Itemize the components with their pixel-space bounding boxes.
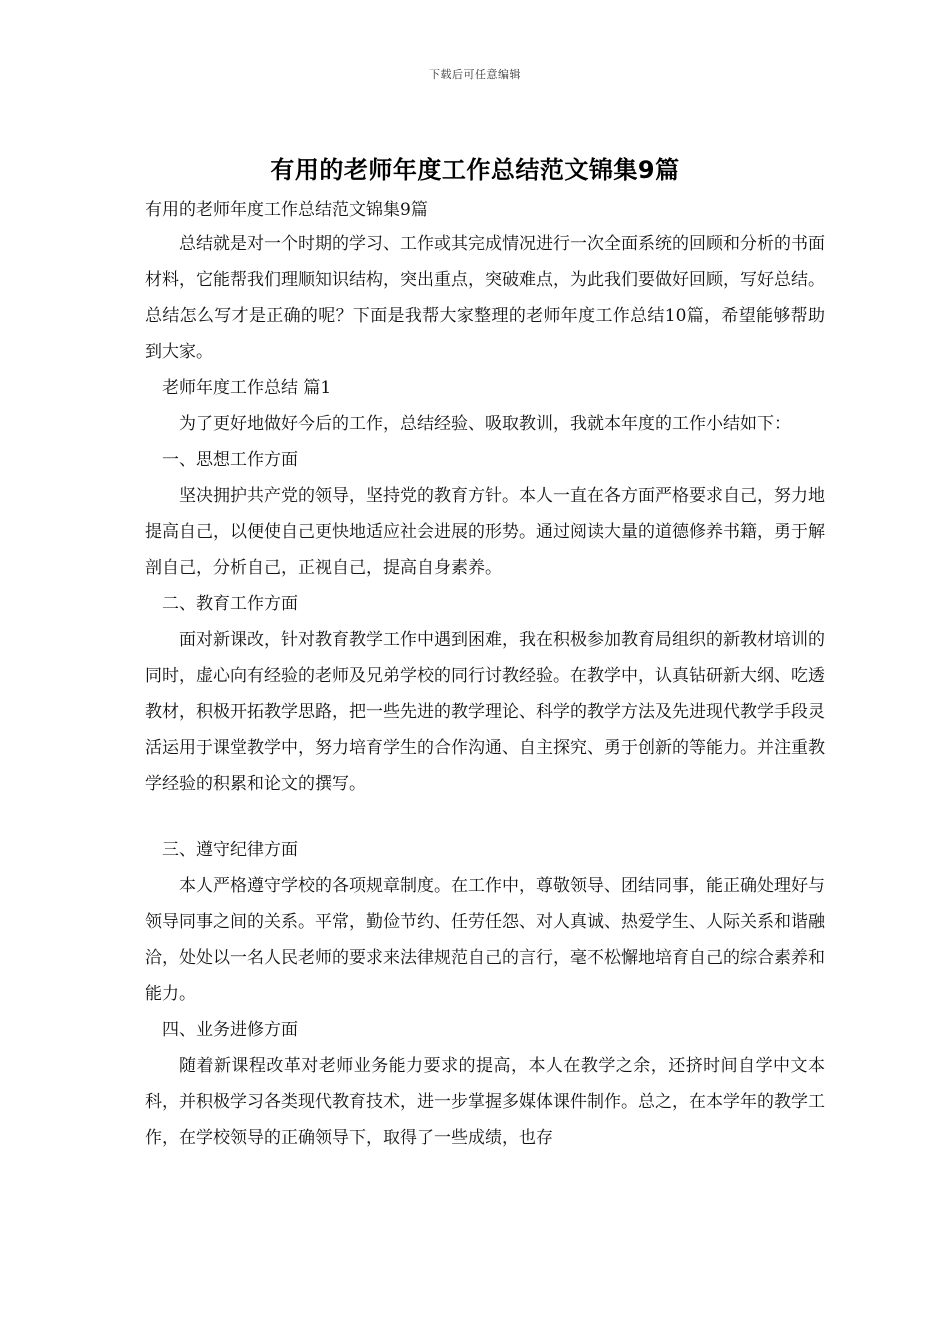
intro-paragraph: 总结就是对一个时期的学习、工作或其完成情况进行一次全面系统的回顾和分析的书面材料，它能帮我们理顺知识结构，突出重点，突破难点，为此我们要做好回顾，写好总结。总结怎么写才是正确的呢？下面是我帮大家整理的老师年度工作总结10篇，希望能够帮助到大家。 [145,234,825,362]
document-title: 有用的老师年度工作总结范文锦集9篇 [270,156,680,184]
section-paragraph: 面对新课改，针对教育教学工作中遇到困难，我在积极参加教育局组织的新教材培训的同时，虚心向有经验的老师及兄弟学校的同行讨教经验。在教学中，认真钻研新大纲、吃透教材，积极开拓教学思路，把一些先进的教学理论、科学的教学方法及先进现代教学手段灵活运用于课堂教学中，努力培育学生的合作沟通、自主探究、勇于创新的等能力。并注重教学经验的积累和论文的撰写。 [145,630,825,794]
section-heading: 三、遵守纪律方面 [162,840,298,860]
section-paragraph: 本人严格遵守学校的各项规章制度。在工作中，尊敬领导、团结同事，能正确处理好与领导同事之间的关系。平常，勤俭节约、任劳任怨、对人真诚、热爱学生、人际关系和谐融洽，处处以一名人民老师的要求来法律规范自己的言行，毫不松懈地培育自己的综合素养和能力。 [145,876,825,1004]
section-paragraph: 坚决拥护共产党的领导，坚持党的教育方针。本人一直在各方面严格要求自己，努力地提高自己，以便使自己更快地适应社会进展的形势。通过阅读大量的道德修养书籍，勇于解剖自己，分析自己，正视自己，提高自身素养。 [145,486,825,578]
header-note: 下载后可任意编辑 [429,68,521,81]
section-heading: 四、业务进修方面 [162,1020,298,1040]
section-heading: 二、教育工作方面 [162,594,298,614]
essay-intro-paragraph: 为了更好地做好今后的工作，总结经验、吸取教训，我就本年度的工作小结如下： [179,414,791,434]
section-heading: 一、思想工作方面 [162,450,298,470]
document-body [145,196,825,1156]
essay-heading: 老师年度工作总结 篇1 [162,378,332,398]
document-subtitle: 有用的老师年度工作总结范文锦集9篇 [145,200,428,220]
section-paragraph: 随着新课程改革对老师业务能力要求的提高，本人在教学之余，还挤时间自学中文本科，并积极学习各类现代教育技术，进一步掌握多媒体课件制作。总之，在本学年的教学工作，在学校领导的正确领导下，取得了一些成绩，也存 [145,1056,825,1148]
